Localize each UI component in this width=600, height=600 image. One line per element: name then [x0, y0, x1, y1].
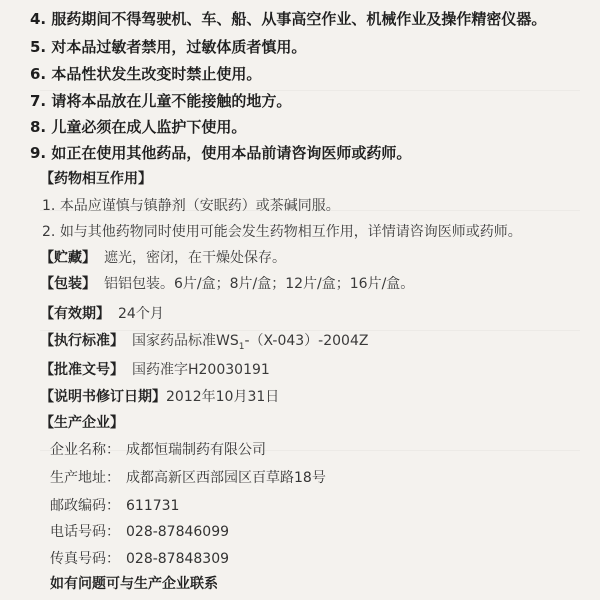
- validity-row: [40, 304, 164, 324]
- item-text: 如与其他药物同时使用可能会发生药物相互作用，详情请咨询医师或药师。: [59, 224, 522, 240]
- approval-value: 国药准字H20030191: [132, 362, 270, 378]
- revision-row: [40, 387, 279, 407]
- precaution-item: [30, 37, 306, 57]
- precaution-item: [30, 9, 546, 29]
- item-text: 对本品过敏者禁用，过敏体质者慎用。: [51, 38, 307, 56]
- row-value: 028-87848309: [126, 551, 230, 567]
- row-key: 企业名称：: [50, 442, 120, 458]
- revision-value: 2012年10月31日: [166, 389, 280, 405]
- validity-value: 24个月: [118, 306, 164, 322]
- storage-value: 遮光，密闭，在干燥处保存。: [104, 250, 286, 266]
- item-number: 4.: [30, 10, 47, 28]
- row-value: 028-87846099: [126, 524, 230, 540]
- item-text: 本品性状发生改变时禁止使用。: [51, 65, 262, 83]
- manufacturer-row: [50, 549, 229, 569]
- item-number: 1.: [42, 198, 56, 214]
- precaution-item: [30, 143, 411, 163]
- validity-label: 【有效期】: [40, 306, 110, 322]
- row-key: 传真号码：: [50, 551, 120, 567]
- precaution-item: [30, 117, 246, 137]
- manufacturer-row: [50, 440, 266, 460]
- item-text: 服药期间不得驾驶机、车、船、从事高空作业、机械作业及操作精密仪器。: [51, 10, 547, 28]
- standard-suffix: -（X-043）-2004Z: [244, 333, 369, 349]
- standard-subscript: 1: [238, 341, 245, 352]
- package-value: 铝铝包装。6片/盒；8片/盒；12片/盒；16片/盒。: [104, 276, 415, 292]
- standard-value: [132, 333, 369, 352]
- manufacturer-heading: 【生产企业】: [40, 415, 124, 431]
- row-value: 成都恒瑞制药有限公司: [126, 442, 266, 458]
- item-number: 8.: [30, 118, 47, 136]
- row-key: 电话号码：: [50, 524, 120, 540]
- precaution-item: [30, 91, 291, 111]
- row-key: 邮政编码：: [50, 498, 120, 514]
- standard-prefix: 国家药品标准WS: [132, 333, 239, 349]
- item-number: 7.: [30, 92, 47, 110]
- manufacturer-row: [50, 522, 229, 542]
- row-key: 生产地址：: [50, 470, 120, 486]
- manufacturer-row: [50, 468, 326, 488]
- revision-label: 【说明书修订日期】: [40, 389, 166, 405]
- item-text: 如正在使用其他药品，使用本品前请咨询医师或药师。: [51, 144, 412, 162]
- standard-label: 【执行标准】: [40, 333, 124, 349]
- row-value: 成都高新区西部园区百草路18号: [126, 470, 326, 486]
- storage-label: 【贮藏】: [40, 250, 96, 266]
- item-text: 请将本品放在儿童不能接触的地方。: [51, 92, 292, 110]
- approval-label: 【批准文号】: [40, 362, 124, 378]
- standard-row: [40, 331, 368, 357]
- interactions-heading: 【药物相互作用】: [40, 171, 152, 187]
- item-number: 5.: [30, 38, 47, 56]
- interaction-item: [42, 222, 522, 242]
- approval-row: [40, 360, 270, 380]
- row-value: 611731: [126, 498, 180, 514]
- storage-row: [40, 248, 286, 268]
- item-text: 本品应谨慎与镇静剂（安眠药）或茶碱同服。: [59, 198, 340, 214]
- contact-note: 如有问题可与生产企业联系: [50, 576, 218, 592]
- manufacturer-row: [50, 496, 179, 516]
- item-text: 儿童必须在成人监护下使用。: [51, 118, 247, 136]
- package-label: 【包装】: [40, 276, 96, 292]
- package-row: [40, 274, 414, 294]
- interaction-item: [42, 196, 340, 216]
- item-number: 9.: [30, 144, 47, 162]
- item-number: 6.: [30, 65, 47, 83]
- item-number: 2.: [42, 224, 56, 240]
- precaution-item: [30, 64, 261, 84]
